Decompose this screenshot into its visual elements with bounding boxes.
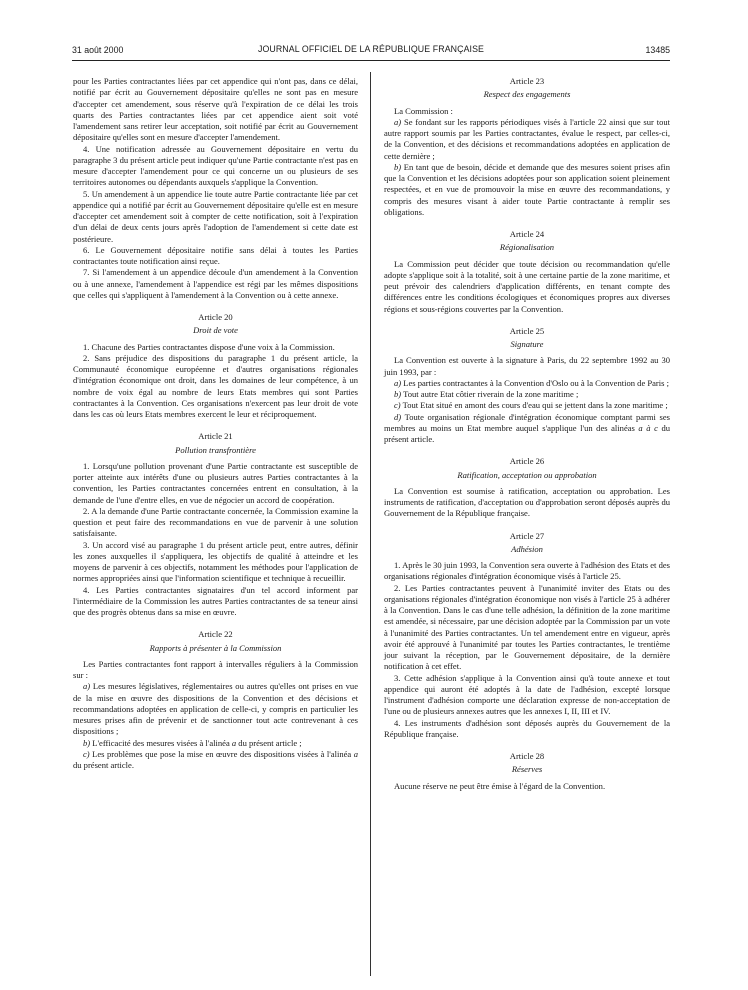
- paragraph-item-a: [73, 681, 358, 737]
- paragraph: 2. Sans préjudice des dispositions du paragraphe 1 du présent article, la Communauté économique européenne et d'autres organisations régionales d'intégration économique ont droit, dans les domaines de leur compétence, à un nombre de voix égal au nombre de leurs Etats membres qui sont Parties contractantes à la Convention. Ces organisations n'exercent pas leur droit de vote dans les cas où leurs Etats membres exercent le leur et réciproquement.: [73, 352, 358, 419]
- paragraph: 2. Les Parties contractantes peuvent à l'unanimité inviter des Etats ou des organisations régionales d'intégration économique non visés à l'article 25 à adhérer à la Convention. Dans le cas d'une telle adhésion, la définition de la zone maritime est amendée, si nécessaire, par une décision adoptée par la Commission par un vote à l'unanimité des Parties contractantes. Un tel amendement entre en vigueur, après avoir été approuvé à l'unanimité par toutes les Parties contractantes, le trentième jour suivant la réception, par le Gouvernement dépositaire, de la dernière notification à cet effet.: [384, 582, 670, 672]
- paragraph: 3. Un accord visé au paragraphe 1 du présent article peut, entre autres, définir les zones auxquelles il s'appliquera, les objectifs de qualité à atteindre et les moyens de parvenir à ces objectifs, notamment les méthodes pour l'application de normes appropriées ainsi que l'information scientifique et technique à recueillir.: [73, 539, 358, 584]
- article-title: Rapports à présenter à la Commission: [149, 642, 282, 653]
- paragraph-item-d: [384, 412, 670, 446]
- paragraph: 4. Une notification adressée au Gouvernement dépositaire en vertu du paragraphe 3 du présent article peut indiquer qu'une Partie contractante n'est pas en mesure d'accepter l'amendement pour ce qui concerne un ou plusieurs de ses territoires autonomes ou dépendants auxquels s'applique la Convention.: [73, 143, 358, 188]
- item-text: Tout autre Etat côtier riverain de la zone maritime ;: [401, 389, 579, 399]
- column-divider: [370, 72, 371, 976]
- paragraph-item-b: [384, 389, 670, 400]
- item-letter: c): [83, 748, 90, 759]
- paragraph: 4. Les instruments d'adhésion sont déposés auprès du Gouvernement de la République française.: [384, 717, 670, 739]
- paragraph: 1. Lorsqu'une pollution provenant d'une Partie contractante est susceptible de porter atteinte aux intérêts d'une ou plusieurs autres Parties contractantes à la convention, les Parties contractantes concernées entrent en consultation, à la demande de l'une d'entre elles, en vue de négocier un accord de coopération.: [73, 460, 358, 505]
- paragraph: 2. A la demande d'une Partie contractante concernée, la Commission examine la question et peut faire des recommandations en vue de parvenir à une solution satisfaisante.: [73, 505, 358, 539]
- item-text: Les mesures législatives, réglementaires ou autres qu'elles ont prises en vue de la mise en œuvre des dispositions de la Convention et des décisions et recommandations adoptées en application de celle-ci, y compris en particulier les mesures prises afin de prévenir et de sanctionner tout acte contrevenant à ces dispositions ;: [73, 681, 358, 737]
- item-text: En tant que de besoin, décide et demande que des mesures soient prises afin que la Convention et les décisions adoptées pour son application soient pleinement respectées, et en vue de promouvoir la mise en œuvre des recommandations, y compris des mesures visant à aider toute Partie contractante à remplir ses obligations.: [384, 161, 670, 217]
- article-title: Pollution transfrontière: [175, 444, 256, 455]
- article-number: Article 27: [509, 530, 545, 541]
- paragraph-item-a: [384, 378, 670, 389]
- item-text-end: du présent article ;: [236, 737, 302, 748]
- item-letter: a): [394, 116, 402, 127]
- item-text-end: du présent article.: [384, 422, 670, 444]
- paragraph-item-c: [73, 749, 358, 772]
- paragraph: La Commission :: [394, 105, 453, 116]
- article-title: Signature: [510, 339, 544, 349]
- paragraph: 1. Chacune des Parties contractantes dispose d'une voix à la Commission.: [83, 341, 335, 352]
- paragraph: Les Parties contractantes font rapport à intervalles réguliers à la Commission sur :: [73, 658, 358, 680]
- item-letter: b): [394, 161, 402, 172]
- paragraph-item-b: [73, 738, 358, 749]
- item-text: Les problèmes que pose la mise en œuvre des dispositions visées à l'alinéa: [89, 748, 354, 759]
- paragraph-item-c: [384, 400, 670, 411]
- paragraph: 6. Le Gouvernement dépositaire notifie sans délai à toutes les Parties contractantes toute notification ainsi reçue.: [73, 244, 358, 266]
- item-letter: a): [83, 681, 91, 692]
- article-number: Article 25: [509, 325, 545, 336]
- item-letter: b): [394, 389, 402, 399]
- item-text: Toute organisation régionale d'intégration économique comptant parmi ses membres au moins un Etat membre auquel s'applique l'un des alinéas: [384, 411, 670, 433]
- right-column: [384, 76, 670, 792]
- article-number: Article 26: [509, 456, 545, 467]
- item-letter: c): [394, 400, 401, 411]
- article-number: Article 22: [198, 629, 233, 640]
- paragraph: 3. Cette adhésion s'applique à la Convention ainsi qu'à toute annexe et tout appendice qui auront été adoptés à la date de l'adhésion, excepté lorsque l'instrument d'adhésion comporte une déclaration expresse de non-acceptation de l'une ou de plusieurs annexes autres que les annexes I, II, III et IV.: [384, 672, 670, 717]
- article-number: Article 24: [509, 229, 545, 239]
- item-ref: a à c: [638, 422, 658, 433]
- left-column: [73, 76, 358, 771]
- paragraph: La Convention est ouverte à la signature à Paris, du 22 septembre 1992 au 30 juin 1993, par :: [384, 355, 670, 377]
- article-title: Régionalisation: [499, 242, 555, 253]
- paragraph: Aucune réserve ne peut être émise à l'égard de la Convention.: [394, 780, 606, 791]
- paragraph: 7. Si l'amendement à un appendice découle d'un amendement à la Convention ou à une annexe, l'amendement à l'appendice est régi par les mêmes dispositions que celles qui s'appliquent à l'amendement à la Convention ou à cette annexe.: [73, 267, 358, 300]
- paragraph: La Convention est soumise à ratification, acceptation ou approbation. Les instruments de ratification, d'acceptation ou d'approbation seront déposés auprès du Gouvernement de la République française.: [384, 485, 670, 519]
- article-title: Respect des engagements: [483, 89, 571, 100]
- item-text: Se fondant sur les rapports périodiques visés à l'article 22 ainsi que sur tout autre rapport soumis par les Parties contractantes, évalue le respect, par celles-ci, de la Convention, et des décisions et recommandations adoptées en application de cette dernière ;: [384, 116, 670, 161]
- item-text-end: du présent article.: [73, 760, 134, 770]
- article-number: Article 28: [509, 751, 545, 761]
- header-rule: [72, 60, 670, 61]
- article-number: Article 23: [509, 76, 545, 86]
- paragraph: 1. Après le 30 juin 1993, la Convention sera ouverte à l'adhésion des Etats et des organisations régionales d'intégration économique visés à l'article 25.: [384, 560, 670, 582]
- paragraph: pour les Parties contractantes liées par cet appendice qui n'ont pas, dans ce délai, notifié par écrit au Gouvernement dépositaire qu'elles ne sont pas en mesure d'accepter cet amendement, sous réserve qu'à l'expiration de ce délai les trois quarts des Parties contractantes liées par cet appendice aient soit voté l'amendement sans retirer leur acceptation, soit notifié par écrit au Gouvernement dépositaire qu'elles sont en mesure d'accepter l'amendement.: [73, 76, 358, 143]
- item-text: Les parties contractantes à la Convention d'Oslo ou à la Convention de Paris ;: [401, 377, 669, 388]
- item-letter: b): [83, 737, 91, 748]
- item-ref: a: [353, 748, 358, 759]
- paragraph: La Commission peut décider que toute décision ou recommandation qu'elle adopte s'applique soit à la totalité, soit à une certaine partie de la zone maritime, et peut prévoir des calendriers d'application différents, en tenant compte des différences entre les conditions écologiques et économiques propres aux diverses régions et sous-régions couvertes par la Convention.: [384, 258, 670, 314]
- paragraph: 4. Les Parties contractantes signataires d'un tel accord informent par l'intermédiaire de la Commission les autres Parties contractantes de sa teneur ainsi que des progrès obtenus dans sa mise en œuvre.: [73, 584, 358, 617]
- header-title: JOURNAL OFFICIEL DE LA RÉPUBLIQUE FRANÇAISE: [257, 44, 485, 54]
- paragraph: 5. Un amendement à un appendice lie toute autre Partie contractante liée par cet appendice qui a notifié par écrit au Gouvernement dépositaire qu'elle est en mesure d'accepter cet amendement soit à compter de cette notification, soit à l'expiration d'un délai de deux cents jours après l'adoption de l'amendement si cette date est postérieure.: [73, 188, 358, 244]
- paragraph-item-b: [384, 162, 670, 218]
- item-text: Tout Etat situé en amont des cours d'eau qui se jettent dans la zone maritime ;: [400, 400, 668, 411]
- item-text: L'efficacité des mesures visées à l'alinéa: [90, 737, 232, 748]
- item-letter: a): [394, 377, 402, 388]
- article-number: Article 21: [198, 431, 233, 442]
- header-page-number: 13485: [645, 45, 670, 55]
- item-ref: a: [231, 737, 237, 748]
- page-header: [72, 44, 670, 60]
- article-title: Réserves: [511, 764, 543, 775]
- article-title: Ratification, acceptation ou approbation: [457, 469, 597, 480]
- article-title: Droit de vote: [193, 325, 238, 336]
- item-letter: d): [394, 411, 402, 422]
- header-date: 31 août 2000: [72, 45, 124, 55]
- paragraph-item-a: [384, 117, 670, 162]
- article-title: Adhésion: [511, 543, 543, 554]
- article-number: Article 20: [198, 312, 233, 322]
